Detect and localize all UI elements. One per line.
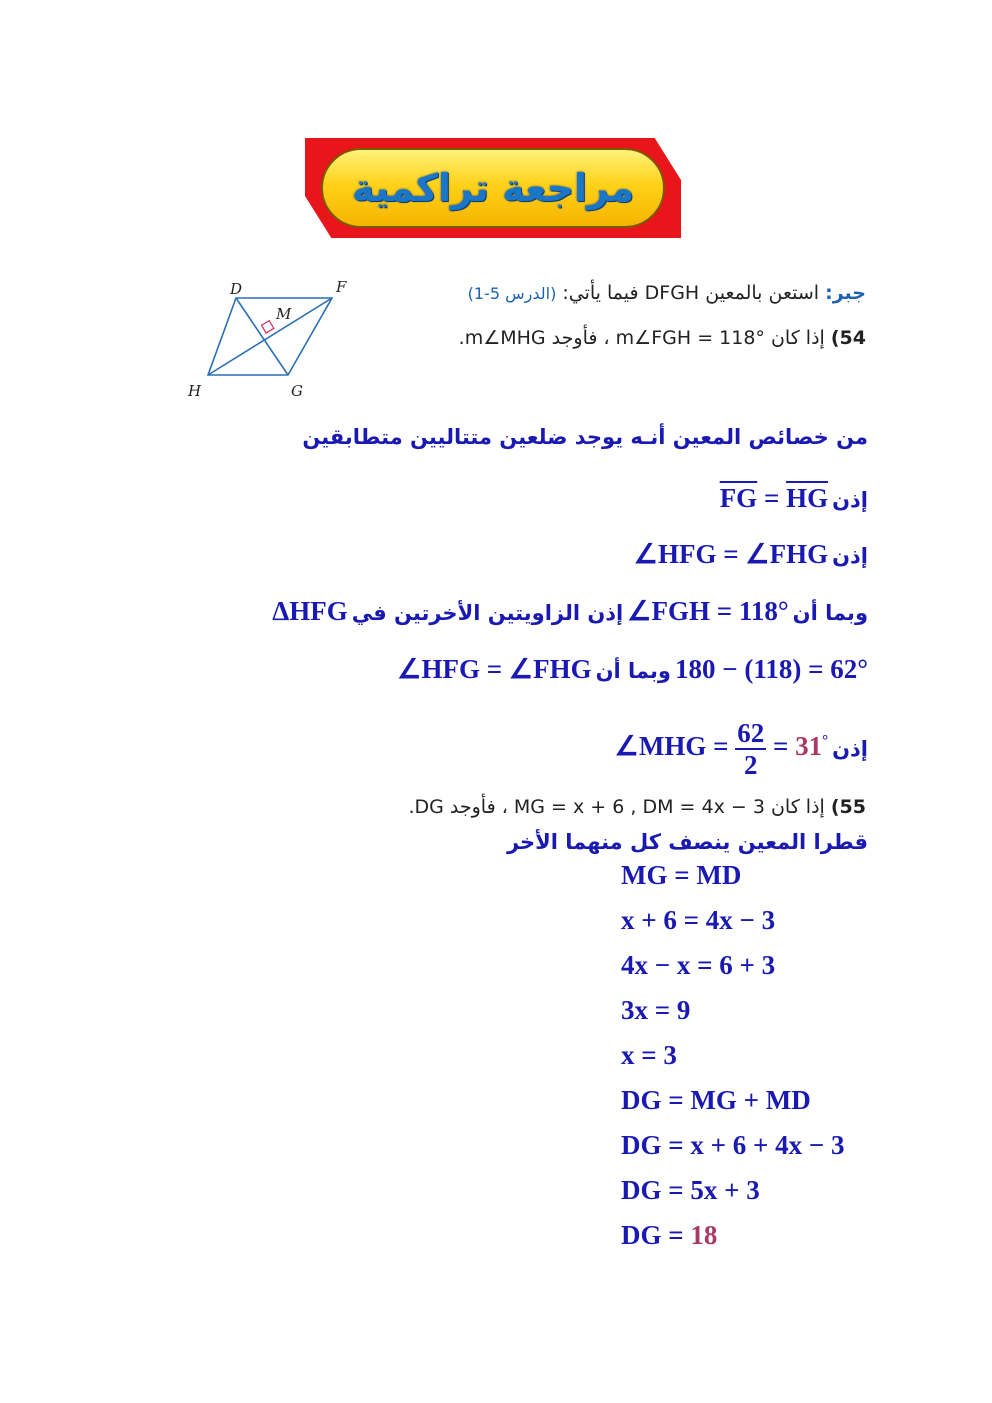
l6-lhs: ∠MHG = bbox=[614, 731, 729, 762]
step-final: DG = 18 bbox=[621, 1220, 718, 1250]
instruction-text: استعن بالمعين DFGH فيما يأتي: bbox=[562, 282, 820, 304]
rhombus-figure bbox=[178, 272, 358, 402]
solution-54-line-6: إذن ∠MHG = $\frac{62}{2}$ = 31° bbox=[614, 718, 868, 780]
answer-54: 31 bbox=[795, 731, 823, 762]
step-5: x = 3 bbox=[621, 1040, 677, 1070]
solution-54-line-3: إذن ∠HFG = ∠FHG bbox=[633, 539, 868, 569]
segment-hg: $\overline{HG}$ bbox=[786, 483, 829, 513]
step-1: MG = MD bbox=[621, 860, 742, 890]
label-h: H bbox=[188, 382, 202, 400]
fraction-numerator: 62 bbox=[737, 718, 765, 748]
lesson-reference: (الدرس 5-1) bbox=[467, 284, 557, 303]
label-f: F bbox=[336, 278, 347, 296]
question-54-text: إذا كان m∠FGH = 118° ، فأوجد m∠MHG. bbox=[458, 327, 825, 349]
step-6: DG = MG + MD bbox=[621, 1085, 811, 1115]
step-8: DG = 5x + 3 bbox=[621, 1175, 760, 1205]
problem-header bbox=[468, 282, 866, 304]
l5-expression-2: ∠HFG = ∠FHG bbox=[397, 654, 592, 684]
fraction-denominator: 2 bbox=[743, 750, 758, 780]
diagonal-fh bbox=[208, 298, 332, 375]
l4-expression: ∠FGH = 118° bbox=[627, 596, 789, 626]
label-m: M bbox=[276, 305, 292, 323]
l4-triangle: ΔHFG bbox=[272, 596, 348, 626]
answer-55: 18 bbox=[690, 1220, 718, 1250]
rhombus-diagram bbox=[178, 272, 358, 402]
l5-expression: 180 − (118) = 62° bbox=[674, 654, 868, 684]
solution-54-line-5: 180 − (118) = 62° وبما أن ∠HFG = ∠FHG bbox=[397, 654, 868, 684]
solution-54-line-2: إذن $\overline{FG} = \overline{HG}$ bbox=[719, 483, 868, 513]
label-d: D bbox=[230, 280, 243, 298]
step-7: DG = x + 6 + 4x − 3 bbox=[621, 1130, 845, 1160]
l3-expression: ∠HFG = ∠FHG bbox=[633, 539, 829, 569]
step-4: 3x = 9 bbox=[621, 995, 691, 1025]
l2-word: إذن bbox=[832, 488, 868, 512]
subject-label: جبر: bbox=[825, 282, 866, 304]
question-54 bbox=[459, 327, 866, 349]
banner-title: مراجعة تراكمية bbox=[351, 166, 635, 210]
fraction bbox=[735, 718, 766, 780]
step-2: x + 6 = 4x − 3 bbox=[621, 905, 776, 935]
solution-54-line-4: وبما أن ∠FGH = 118° إذن الزاويتين الأخرتين في ΔHFG bbox=[272, 596, 868, 626]
step-3: 4x − x = 6 + 3 bbox=[621, 950, 776, 980]
title-banner bbox=[305, 138, 683, 242]
segment-fg: $\overline{FG}$ bbox=[719, 483, 758, 513]
right-angle-marker bbox=[262, 321, 274, 333]
label-g: G bbox=[291, 382, 303, 400]
question-55-text: إذا كان MG = x + 6 , DM = 4x − 3 ، فأوجد DG. bbox=[408, 796, 825, 818]
question-54-number: 54) bbox=[830, 327, 866, 349]
solution-55-intro: قطرا المعين ينصف كل منهما الأخر bbox=[506, 830, 868, 854]
question-55 bbox=[408, 796, 866, 818]
question-55-number: 55) bbox=[830, 796, 866, 818]
solution-54-line-1: من خصائص المعين أنـه يوجد ضلعين متتاليين متطابقين bbox=[302, 425, 868, 449]
